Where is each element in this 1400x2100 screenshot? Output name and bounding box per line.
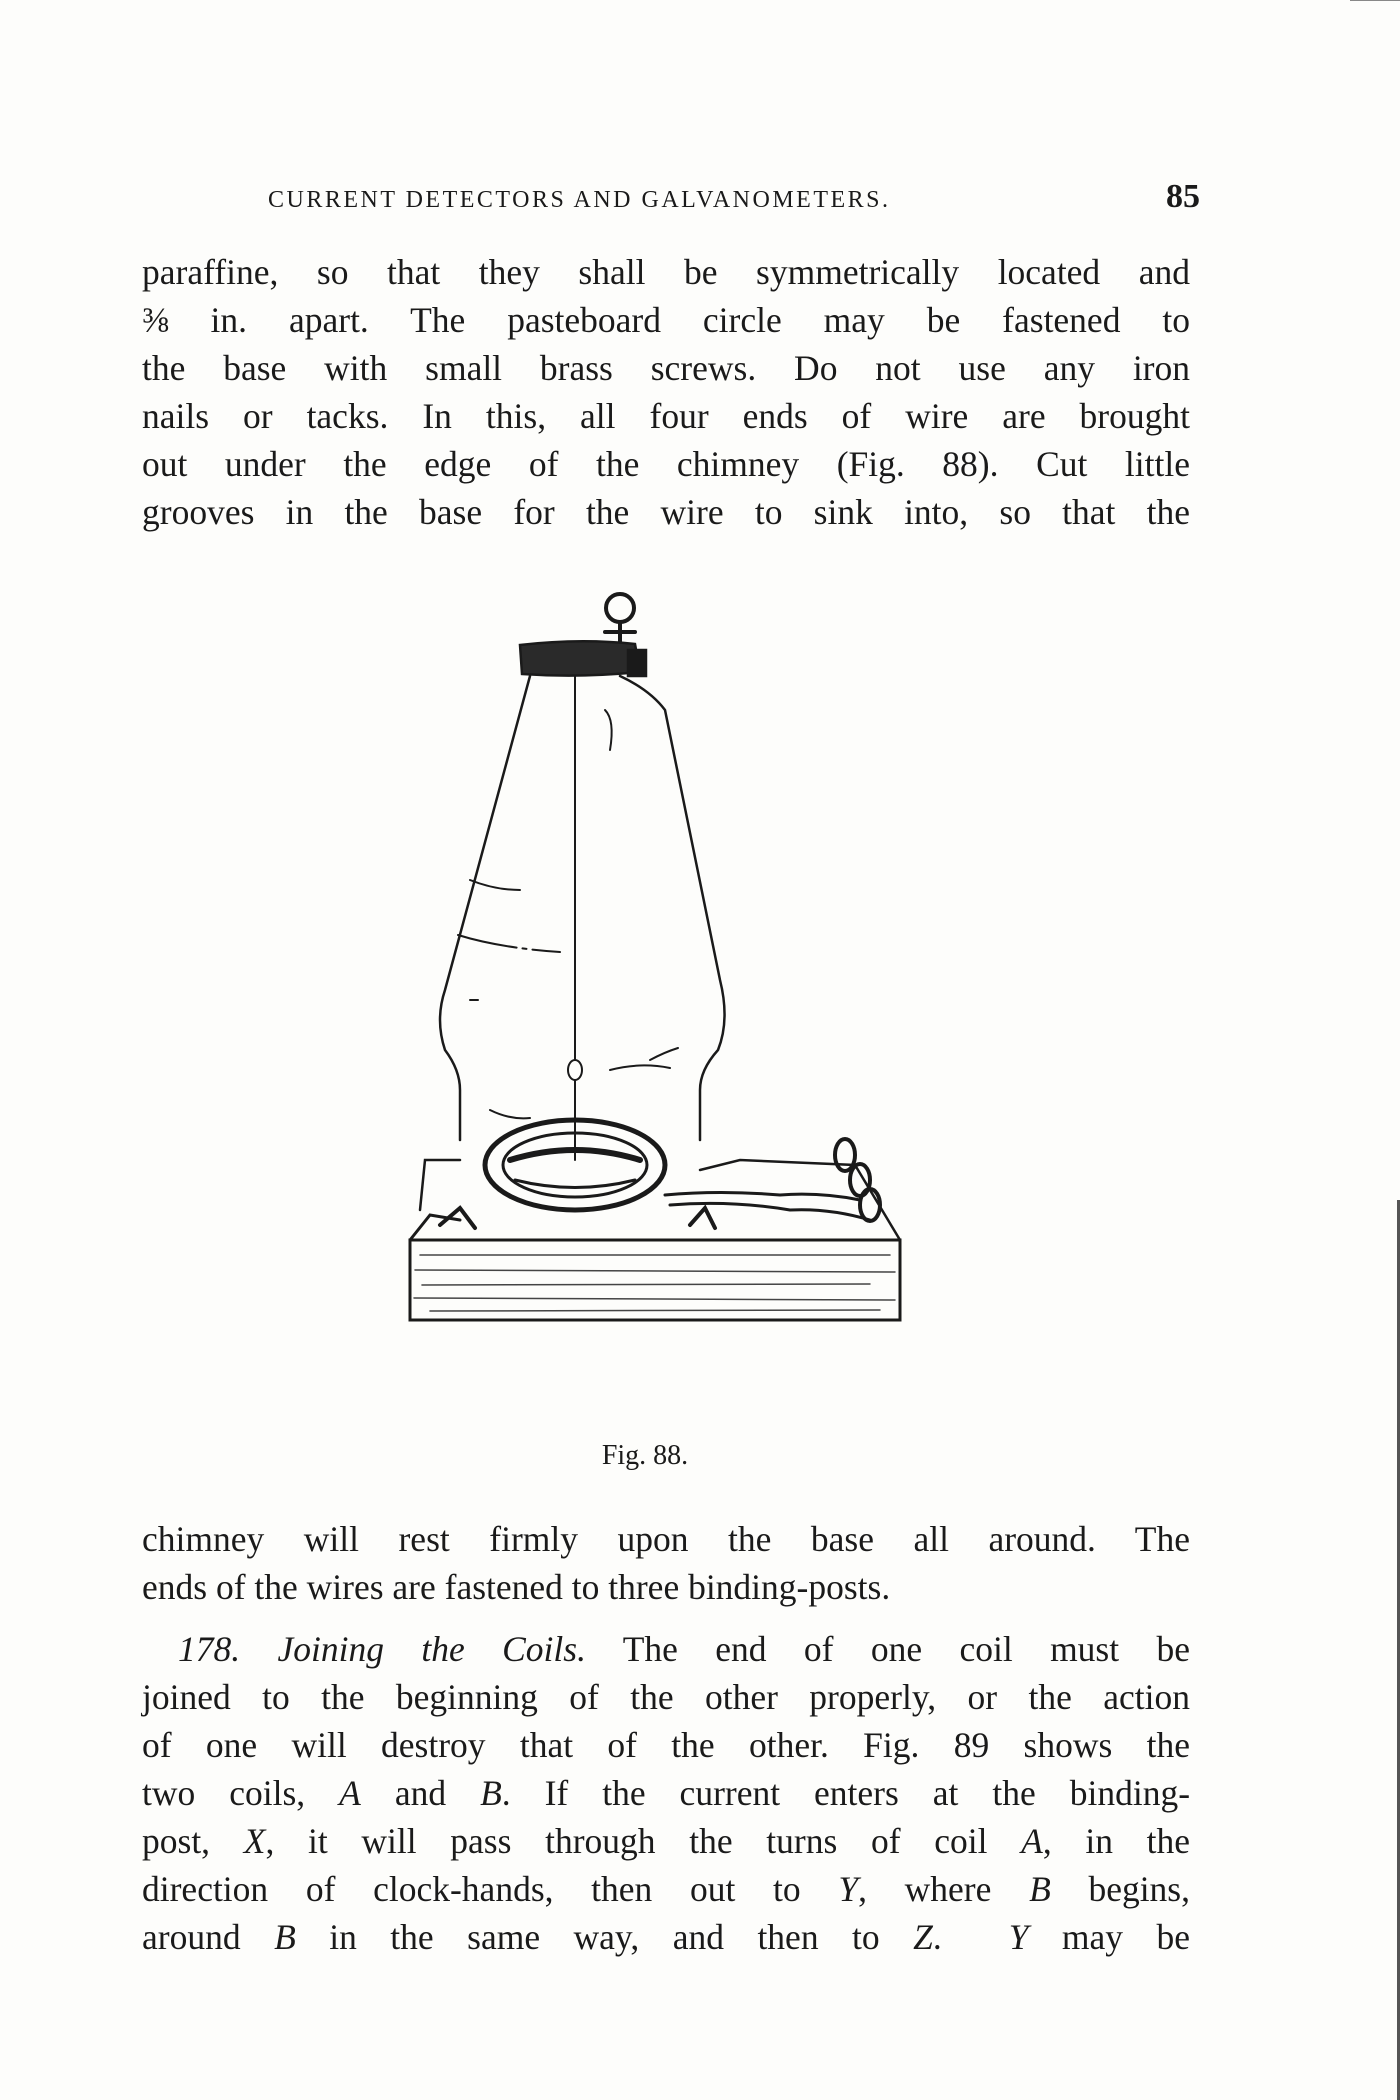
text-line: nails or tacks. In this, all four ends of wire are brought [142,396,1190,436]
text-line: the base with small brass screws. Do not use any iron [142,348,1190,388]
binding-post [860,1189,880,1221]
text-line: two coils, A and B. If the current enters at the binding- [142,1773,1191,1813]
chimney-right-edge [620,676,725,1140]
text-line: 178. Joining the Coils. The end of one coil must be [178,1629,1190,1669]
suspension-ring [606,594,634,622]
paragraph-2 [142,1515,1190,1611]
text-line: ⅜ in. apart. The pasteboard circle may be fastened to [142,300,1190,340]
chimney-left-edge [440,676,530,1140]
text-line: around B in the same way, and then to Z. Y may be [142,1917,1190,1957]
paragraph-3 [142,1625,1190,1961]
paragraph-1 [142,248,1190,536]
text-line: of one will destroy that of the other. Fig. 89 shows the [142,1725,1190,1765]
binding-post [835,1139,855,1171]
edge-rule-top [1350,0,1400,1]
running-title: CURRENT DETECTORS AND GALVANOMETERS. [268,187,891,213]
wooden-base [410,1240,900,1320]
running-head [268,178,1200,216]
chimney-cork [520,641,640,675]
text-line: out under the edge of the chimney (Fig. 88). Cut little [142,444,1190,484]
section-number: 178. [178,1629,241,1669]
text-line: ends of the wires are fastened to three binding-posts. [142,1567,891,1607]
text-line: post, X, it will pass through the turns of coil A, in the [142,1821,1191,1861]
text-line: paraffine, so that they shall be symmetrically located and [142,252,1190,292]
figure-caption: Fig. 88. [601,1440,689,1471]
page-number: 85 [1166,178,1200,215]
section-title: Joining the Coils. [277,1629,586,1669]
text-line: joined to the beginning of the other properly, or the action [142,1677,1190,1717]
text-line: direction of clock-hands, then out to Y, where B begins, [142,1869,1190,1909]
text-line: chimney will rest firmly upon the base all around. The [142,1519,1190,1559]
galvanometer-illustration [400,580,920,1450]
text-line: grooves in the base for the wire to sink into, so that the [142,492,1190,532]
base-top-edge [420,1160,900,1240]
